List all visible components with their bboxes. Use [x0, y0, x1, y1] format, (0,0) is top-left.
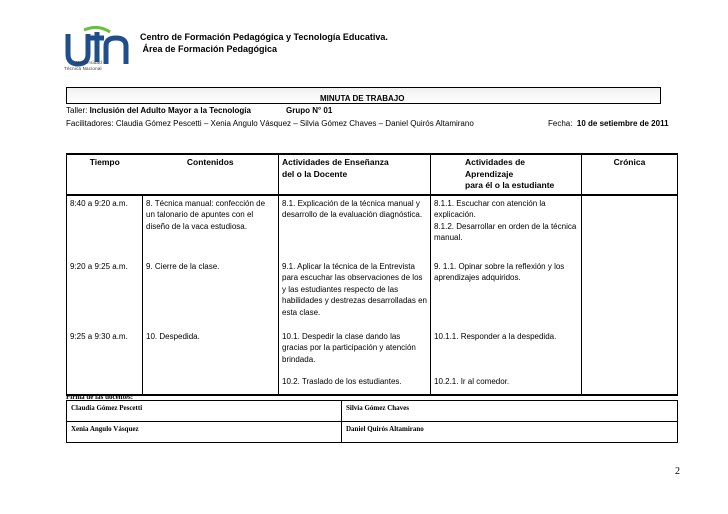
- document-title: MINUTA DE TRABAJO: [320, 94, 405, 103]
- cell-contenidos: 9. Cierre de la clase.: [143, 259, 279, 329]
- firma-name: Claudia Gómez Pescetti: [67, 401, 342, 422]
- cell-tiempo: 8:40 a 9:20 a.m.: [67, 195, 143, 259]
- firma-label: Firma de las docentes:: [66, 393, 134, 401]
- logo-sub-line1: Universidad: [76, 60, 102, 65]
- logo-icon: [68, 27, 126, 64]
- table-row: [67, 195, 678, 259]
- page-number: 2: [675, 466, 680, 477]
- logo-subtitle: [64, 60, 134, 72]
- cell-tiempo: 9:25 a 9:30 a.m.: [67, 329, 143, 395]
- org-line1: Centro de Formación Pedagógica y Tecnología Educativa.: [140, 32, 388, 42]
- firma-table: [66, 400, 678, 443]
- fecha-line: [548, 119, 669, 129]
- cell-cronica: [582, 259, 678, 329]
- header-tiempo: Tiempo: [67, 154, 143, 195]
- cell-cronica: [582, 195, 678, 259]
- taller-value: Inclusión del Adulto Mayor a la Tecnología: [89, 106, 251, 115]
- taller-label: Taller:: [66, 106, 88, 115]
- taller-line: [66, 106, 251, 116]
- document-title-bar: [66, 87, 661, 104]
- logo-sub-line2: Técnica Nacional: [64, 66, 102, 71]
- minuta-table: [66, 153, 678, 396]
- firma-row: [67, 422, 678, 443]
- cell-docente: 8.1. Explicación de la técnica manual y desarrollo de la evaluación diagnóstica.: [279, 195, 431, 259]
- firma-name: Silvia Gómez Chaves: [342, 401, 678, 422]
- firma-name: Xenia Angulo Vásquez: [67, 422, 342, 443]
- grupo: Grupo N° 01: [286, 106, 333, 115]
- cell-estudiante: 9. 1.1. Opinar sobre la reflexión y los aprendizajes adquiridos.: [431, 259, 582, 329]
- header-docente: Actividades de Enseñanza del o la Docente: [279, 154, 431, 195]
- cell-docente: 9.1. Aplicar la técnica de la Entrevista para escuchar las observaciones de los y las estudiantes respecto de las habilidades y destrezas desarrolladas en esta clase.: [279, 259, 431, 329]
- header-cronica: Crónica: [582, 154, 678, 195]
- cell-tiempo: 9:20 a 9:25 a.m.: [67, 259, 143, 329]
- table-row: [67, 329, 678, 395]
- table-row: [67, 259, 678, 329]
- cell-cronica: [582, 329, 678, 395]
- header-estudiante: Actividades de Aprendizaje para él o la estudiante: [431, 154, 582, 195]
- cell-contenidos: 10. Despedida.: [143, 329, 279, 395]
- cell-contenidos: 8. Técnica manual: confección de un talonario de apuntes con el diseño de la vaca estudiosa.: [143, 195, 279, 259]
- org-line2: Área de Formación Pedagógica: [140, 44, 278, 54]
- organization-header: [140, 31, 388, 55]
- facilitadores-label: Facilitadores:: [66, 119, 114, 128]
- fecha-value: 10 de setiembre de 2011: [576, 119, 669, 128]
- cell-estudiante: 10.1.1. Responder a la despedida. 10.2.1. Ir al comedor.: [431, 329, 582, 395]
- facilitadores-line: [66, 119, 474, 129]
- table-header-row: [67, 154, 678, 195]
- facilitadores-value: Claudia Gómez Pescetti – Xenia Angulo Vásquez – Silvia Gómez Chaves – Daniel Quirós Altamirano: [115, 119, 474, 128]
- header-contenidos: Contenidos: [186, 157, 234, 167]
- firma-name: Daniel Quirós Altamirano: [342, 422, 678, 443]
- fecha-label: Fecha:: [548, 119, 573, 128]
- cell-estudiante: 8.1.1. Escuchar con atención la explicación. 8.1.2. Desarrollar en orden de la técnica manual.: [431, 195, 582, 259]
- cell-docente: 10.1. Despedir la clase dando las gracias por la participación y atención brindada. 10.2. Traslado de los estudiantes.: [279, 329, 431, 395]
- firma-row: [67, 401, 678, 422]
